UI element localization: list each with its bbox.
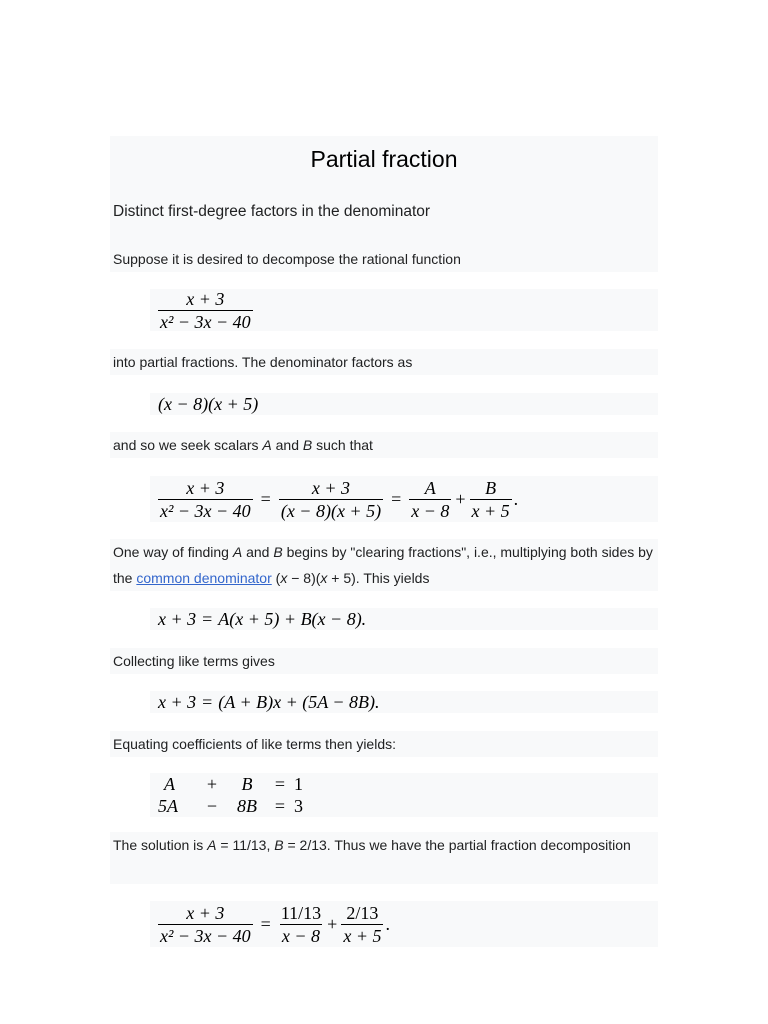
section-heading: Distinct first-degree factors in the denominator	[113, 203, 431, 220]
denominator: x² − 3x − 40	[160, 925, 251, 946]
text: begins by "clearing fractions", i.e., multiplying both sides by the	[113, 544, 653, 586]
plus-sign: +	[327, 913, 338, 934]
period: .	[385, 913, 390, 934]
intro-text: Suppose it is desired to decompose the rational function	[113, 251, 461, 267]
paragraph-equating: Equating coefficients of like terms then yields:	[110, 731, 658, 757]
equation-decomposition-setup	[150, 476, 658, 522]
numerator: x + 3	[186, 289, 225, 309]
fraction-original	[158, 478, 253, 521]
page-title: Partial fraction	[310, 146, 458, 172]
common-denominator-link[interactable]: common denominator	[136, 570, 272, 586]
var-a: A	[207, 837, 217, 853]
system-row-2	[158, 795, 658, 817]
lhs: x + 3	[158, 692, 197, 712]
coef: B	[241, 774, 253, 794]
denominator: x − 8	[411, 500, 450, 521]
equals-sign: =	[202, 609, 213, 629]
paragraph-collecting: Collecting like terms gives	[110, 648, 658, 674]
coef: A	[164, 774, 175, 794]
numerator: 2/13	[346, 902, 379, 923]
equals-sign: =	[260, 913, 271, 934]
op: −	[206, 796, 218, 816]
rhs: (A + B)x + (5A − 8B).	[218, 692, 380, 712]
text: (	[271, 570, 281, 586]
equals-sign: =	[274, 796, 286, 816]
fraction-original	[158, 903, 253, 946]
text: and	[242, 544, 274, 560]
denominator: (x − 8)(x + 5)	[280, 500, 382, 521]
rhs: A(x + 5) + B(x − 8).	[218, 609, 367, 629]
numerator: B	[485, 477, 497, 498]
fraction-factored	[279, 478, 383, 521]
equals-sign: =	[202, 692, 213, 712]
system-row-1	[158, 773, 658, 795]
fraction-a-value	[279, 903, 323, 946]
equals-sign: =	[260, 488, 271, 509]
denominator: x² − 3x − 40	[160, 312, 251, 332]
text: One way of finding	[113, 544, 233, 560]
fraction-b-value	[341, 903, 383, 946]
numerator: 11/13	[280, 902, 322, 923]
equation-rational-function	[150, 289, 658, 331]
denominator: x² − 3x − 40	[160, 500, 251, 521]
equals-sign: =	[274, 774, 286, 794]
var-a: A	[262, 437, 272, 453]
factored-denominator: (x − 8)(x + 5)	[158, 394, 259, 414]
equation-system	[150, 773, 658, 817]
equation-factored	[150, 393, 658, 415]
var-a: A	[232, 544, 243, 560]
header-block	[110, 136, 658, 272]
lhs: x + 3	[158, 609, 197, 629]
denominator: x + 5	[471, 500, 510, 521]
denominator: x + 5	[343, 925, 382, 946]
var-b: B	[273, 544, 283, 560]
text: − 8)(	[287, 570, 321, 586]
fraction-b	[470, 478, 512, 521]
paragraph-solution	[110, 832, 658, 884]
op: +	[206, 774, 218, 794]
text: The solution is	[113, 837, 208, 853]
text: and	[271, 437, 303, 453]
var-x: x	[320, 570, 328, 586]
var-b: B	[302, 437, 313, 453]
numerator: x + 3	[186, 477, 225, 498]
denominator: x − 8	[281, 925, 321, 946]
fraction	[158, 289, 253, 332]
numerator: x + 3	[311, 477, 351, 498]
equation-final-decomposition	[150, 901, 658, 947]
equation-cleared	[150, 608, 658, 630]
coef: 5A	[158, 796, 178, 816]
period: .	[513, 488, 519, 509]
paragraph-clearing-fractions	[110, 539, 658, 591]
plus-sign: +	[455, 488, 466, 509]
value: 1	[294, 774, 303, 794]
text: such that	[312, 437, 373, 453]
text: + 5). This yields	[327, 570, 430, 586]
text: = 2/13. Thus we have the partial fraction decomposition	[283, 837, 631, 853]
var-x: x	[280, 570, 288, 586]
equals-sign: =	[391, 488, 402, 509]
fraction-a	[409, 478, 451, 521]
var-b: B	[274, 837, 284, 853]
text: = 11/13,	[216, 837, 275, 853]
text: and so we seek scalars	[113, 437, 263, 453]
numerator: A	[424, 477, 436, 498]
value: 3	[294, 796, 303, 816]
paragraph-scalars	[110, 432, 658, 458]
numerator: x + 3	[186, 902, 225, 923]
equation-collected	[150, 691, 658, 713]
coef: 8B	[237, 796, 257, 816]
paragraph-factors: into partial fractions. The denominator factors as	[110, 349, 658, 375]
